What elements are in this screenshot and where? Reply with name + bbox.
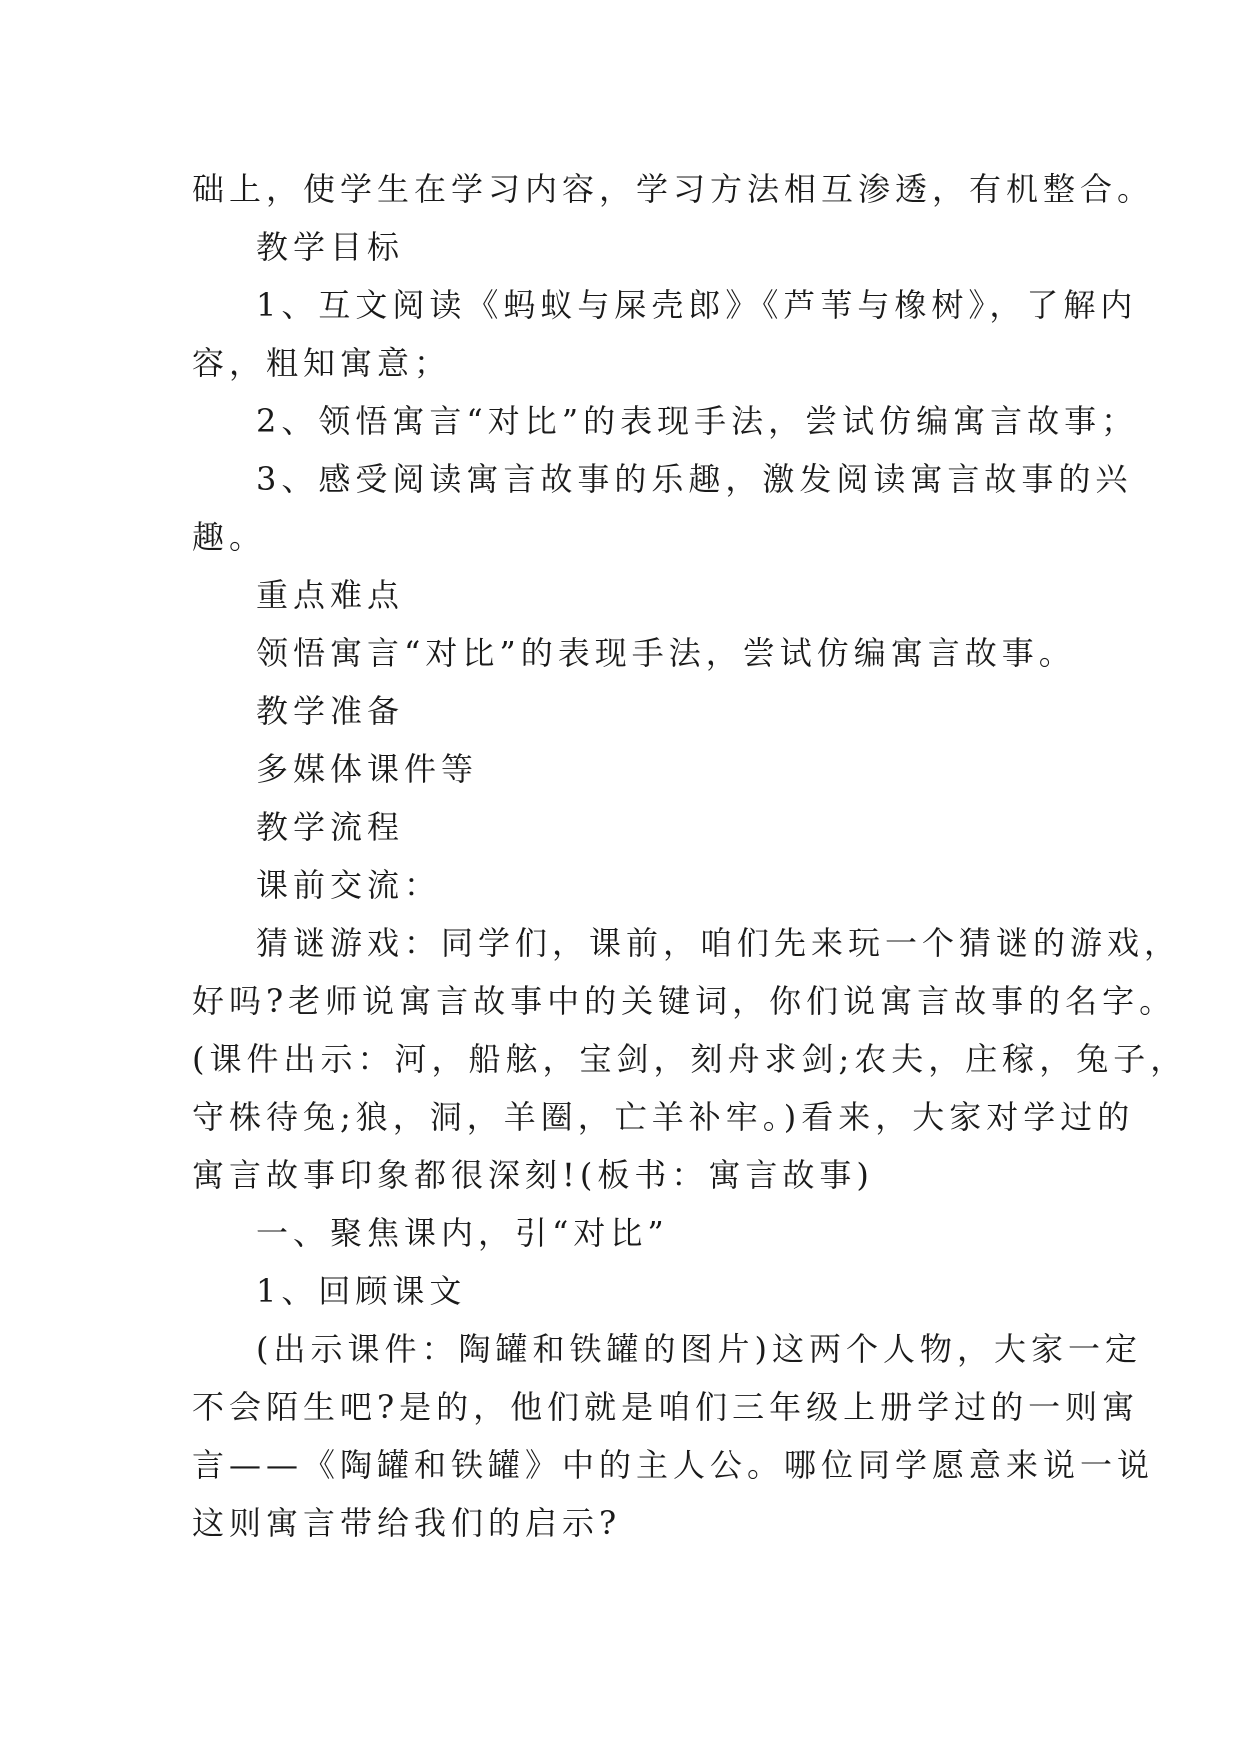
text-line: 这则寓言带给我们的启示? [192, 1504, 622, 1542]
text-line: 课前交流： [256, 866, 442, 904]
text-line: 好吗?老师说寓言故事中的关键词，你们说寓言故事的名字。 [192, 982, 1177, 1020]
text-line: 容，粗知寓意； [192, 344, 452, 382]
text-line: 不会陌生吧?是的，他们就是咱们三年级上册学过的一则寓 [192, 1388, 1140, 1426]
text-line: 守株待兔;狼，洞，羊圈，亡羊补牢。)看来，大家对学过的 [192, 1098, 1135, 1136]
document-page [192, 160, 1188, 1552]
text-line: 领悟寓言“对比”的表现手法，尝试仿编寓言故事。 [256, 634, 1076, 672]
text-line: 3、感受阅读寓言故事的乐趣，激发阅读寓言故事的兴 [256, 460, 1133, 498]
text-line: 教学准备 [256, 692, 405, 730]
text-line: 1、回顾课文 [256, 1272, 467, 1310]
text-line: 多媒体课件等 [256, 750, 479, 788]
text-line: 趣。 [192, 518, 267, 556]
text-line: 教学流程 [256, 808, 405, 846]
text-line: 础上，使学生在学习内容，学习方法相互渗透，有机整合。 [192, 170, 1155, 208]
text-line: 重点难点 [256, 576, 405, 614]
text-line: (出示课件：陶罐和铁罐的图片)这两个人物，大家一定 [256, 1330, 1142, 1368]
text-line: 猜谜游戏：同学们，课前，咱们先来玩一个猜谜的游戏， [256, 924, 1182, 962]
text-line: 2、领悟寓言“对比”的表现手法，尝试仿编寓言故事； [256, 402, 1139, 440]
text-line: 言——《陶罐和铁罐》中的主人公。哪位同学愿意来说一说 [192, 1446, 1155, 1484]
text-line: 寓言故事印象都很深刻!(板书：寓言故事) [192, 1156, 874, 1194]
text-line: (课件出示：河，船舷，宝剑，刻舟求剑;农夫，庄稼，兔子， [192, 1040, 1188, 1078]
text-line: 教学目标 [256, 228, 405, 266]
text-line: 一、聚焦课内，引“对比” [256, 1214, 669, 1252]
text-line: 1、互文阅读《蚂蚁与屎壳郎》《芦苇与橡树》，了解内 [256, 286, 1138, 324]
